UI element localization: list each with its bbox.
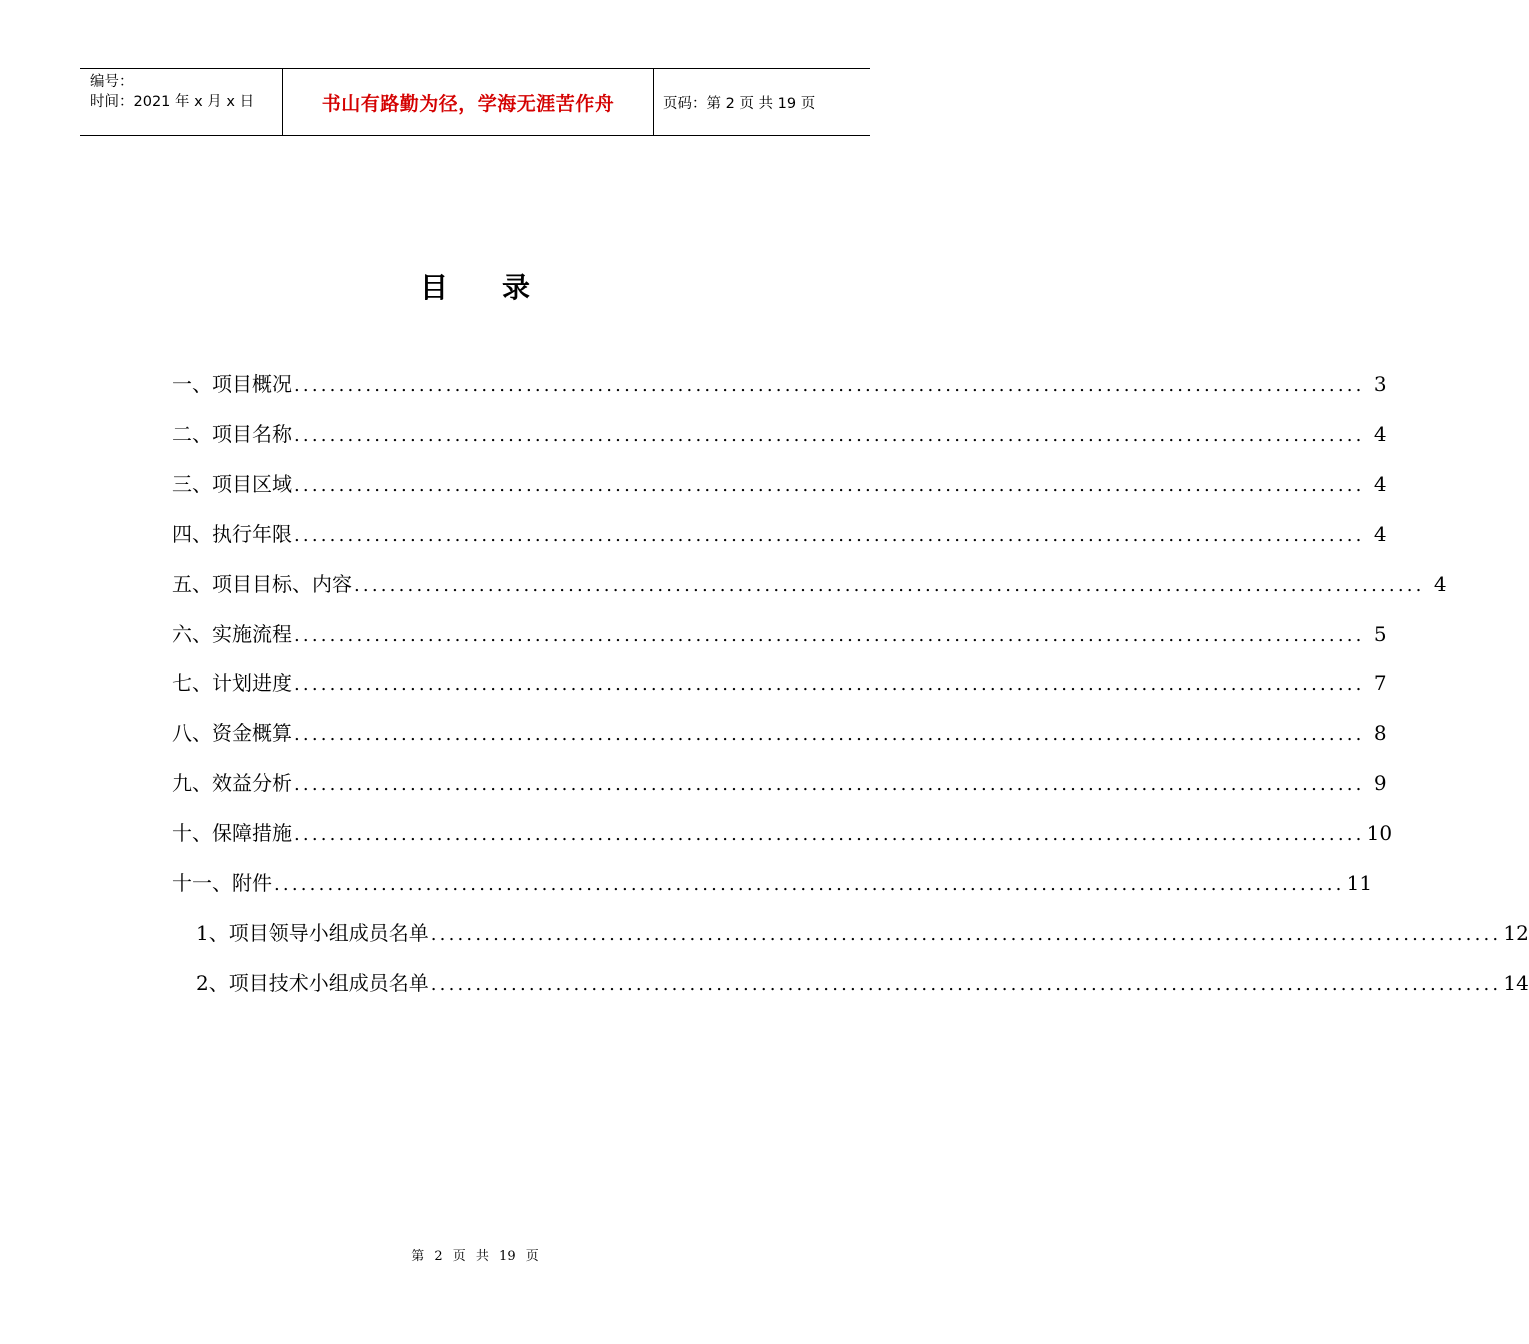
toc-item[interactable] [172,668,1387,698]
toc-item[interactable] [172,619,1387,649]
toc-leader-dots: ........................................................................................................................ [294,774,1365,796]
toc-item-label: 二、项目名称 [172,421,292,446]
toc-item-page: 10 [1366,821,1393,846]
toc-item-page: 4 [1373,521,1387,546]
header-page-info: 页码：第 2 页 共 19 页 [663,95,816,112]
toc-item-page: 4 [1373,421,1387,446]
toc-item[interactable] [172,868,1373,898]
toc-leader-dots: ........................................................................................................................ [294,424,1365,446]
page-header [80,68,870,136]
toc-item-page: 5 [1373,621,1387,646]
toc-item-label: 1、项目领导小组成员名单 [196,920,429,945]
toc-item[interactable] [196,968,1529,998]
toc-item[interactable] [172,469,1387,499]
toc-item-page: 7 [1373,671,1387,696]
toc-item-page: 14 [1503,970,1529,995]
toc-leader-dots: ........................................................................................................................ [294,824,1365,846]
toc-item-label: 九、效益分析 [172,771,292,796]
toc-item-label: 五、项目目标、内容 [172,571,352,596]
toc-item-page: 8 [1373,721,1387,746]
header-meta [80,69,282,135]
toc-leader-dots: ........................................................................................................................ [294,624,1365,646]
toc-title: 目录 [419,271,584,304]
toc-leader-dots: ........................................................................................................................ [274,874,1345,895]
toc-item[interactable] [172,569,1447,599]
toc-leader-dots: ........................................................................................................................ [294,375,1365,396]
toc-item[interactable] [172,818,1393,848]
toc-item-label: 七、计划进度 [172,671,292,696]
toc-item-page: 4 [1373,471,1387,496]
toc-item-label: 六、实施流程 [172,621,292,646]
toc-leader-dots: ........................................................................................................................ [430,973,1502,995]
toc-item-label: 十一、附件 [172,871,272,895]
toc-leader-dots: ........................................................................................................................ [294,524,1365,546]
toc-item-label: 2、项目技术小组成员名单 [196,970,429,995]
toc-item-page: 12 [1503,920,1529,945]
toc-leader-dots: ........................................................................................................................ [294,724,1365,746]
toc-item-label: 四、执行年限 [172,521,292,546]
toc-item[interactable] [196,918,1529,948]
toc-item-page: 3 [1373,372,1387,396]
time-label: 时间：2021 年 x 月 x 日 [90,94,255,110]
toc-item-label: 一、项目概况 [172,372,292,396]
toc-item[interactable] [172,768,1387,798]
toc-item-label: 三、项目区域 [172,471,292,496]
toc-item-page: 11 [1346,871,1373,895]
toc-item[interactable] [172,369,1387,399]
toc-item-page: 9 [1373,771,1387,796]
header-motto: 书山有路勤为径，学海无涯苦作舟 [282,69,654,135]
toc-item[interactable] [172,419,1387,449]
serial-label: 编号： [90,74,134,90]
toc-leader-dots: ........................................................................................................................ [354,574,1425,596]
toc-item[interactable] [172,718,1387,748]
toc-item-page: 4 [1433,571,1447,596]
toc-leader-dots: ........................................................................................................................ [430,923,1502,945]
toc-item-label: 十、保障措施 [172,821,292,846]
toc-leader-dots: ........................................................................................................................ [294,674,1365,696]
page-footer: 第 2 页 共 19 页 [411,1249,539,1264]
toc-item-label: 八、资金概算 [172,721,292,746]
toc-item[interactable] [172,519,1387,549]
toc-leader-dots: ........................................................................................................................ [294,474,1365,496]
